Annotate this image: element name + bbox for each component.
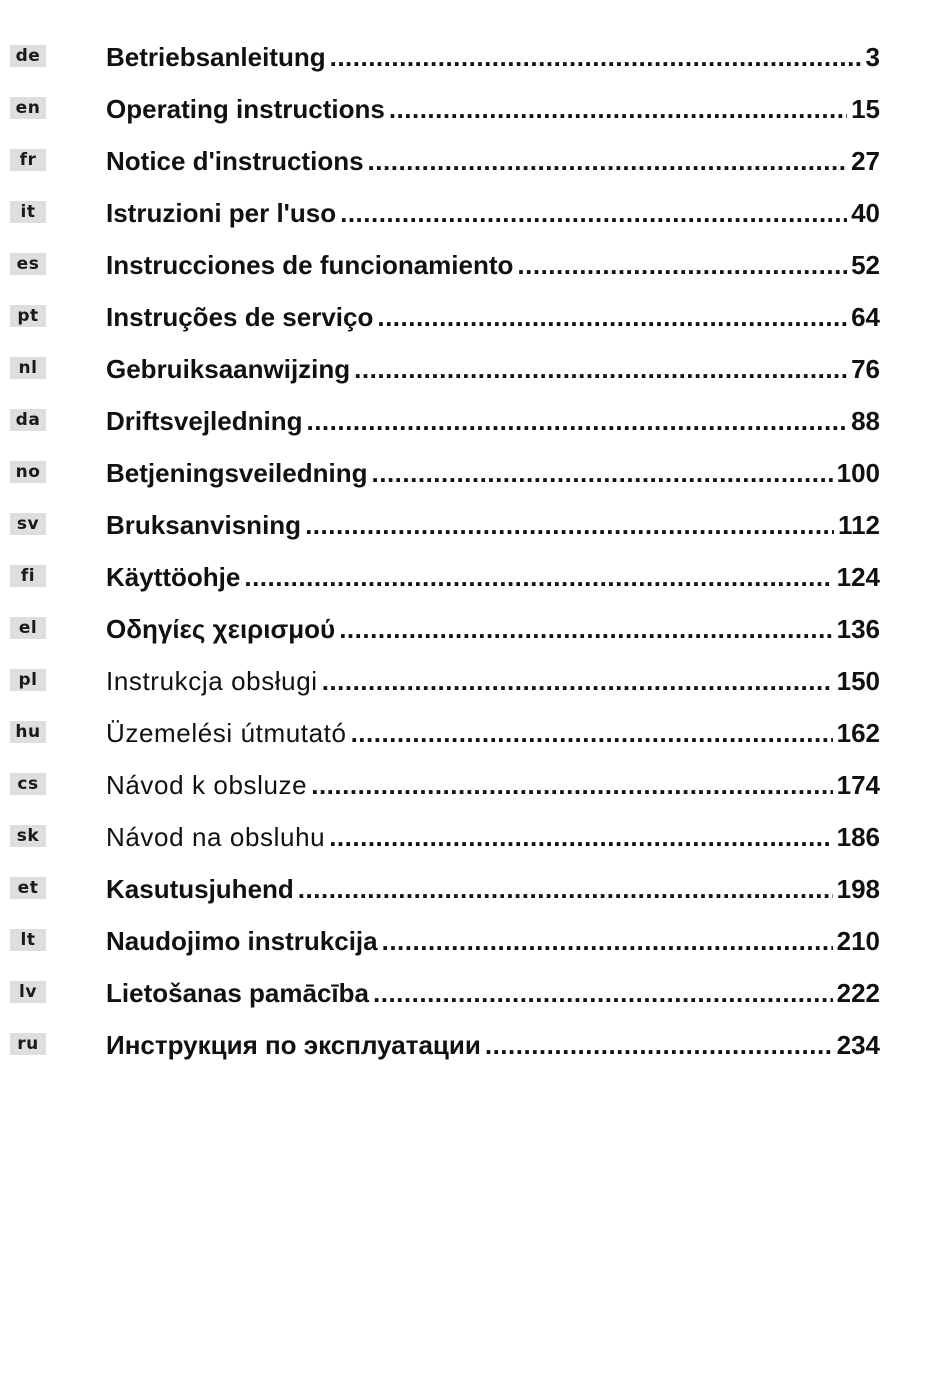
dot-leader (373, 977, 833, 1009)
dot-leader (329, 821, 832, 853)
toc-entry[interactable] (106, 1029, 880, 1061)
toc-entry-title: Istruzioni per l'uso (106, 198, 337, 228)
toc-entry-title: Üzemelési útmutató (106, 718, 347, 748)
dot-leader (354, 353, 847, 385)
dot-leader (244, 561, 832, 593)
toc-entry-title: Naudojimo instrukcija (106, 926, 378, 956)
dot-leader (382, 925, 833, 957)
toc-row-cs[interactable] (0, 760, 950, 812)
toc-entry[interactable] (106, 977, 880, 1009)
toc-entry[interactable] (106, 301, 880, 333)
toc-row-el[interactable] (0, 604, 950, 656)
toc-row-nl[interactable] (0, 344, 950, 396)
toc-entry-page: 162 (836, 718, 880, 748)
toc-row-et[interactable] (0, 864, 950, 916)
dot-leader (485, 1029, 833, 1061)
language-code-badge: fr (10, 149, 46, 171)
toc-entry-title: Návod k obsluze (106, 770, 308, 800)
toc-entry[interactable] (106, 769, 880, 801)
toc-row-ru[interactable] (0, 1020, 950, 1072)
language-code-badge: de (10, 45, 46, 67)
toc-entry-page: 136 (836, 614, 880, 644)
toc-entry-page: 186 (836, 822, 880, 852)
dot-leader (340, 197, 847, 229)
language-code-badge: fi (10, 565, 46, 587)
toc-entry-title: Instrukcja obsługi (106, 666, 318, 696)
toc-entry[interactable] (106, 509, 880, 541)
toc-entry-page: 222 (836, 978, 880, 1008)
toc-entry-page: 15 (851, 94, 880, 124)
language-code-badge: en (10, 97, 46, 119)
toc-entry[interactable] (106, 717, 880, 749)
toc-entry-title: Käyttöohje (106, 562, 241, 592)
toc-row-no[interactable] (0, 448, 950, 500)
toc-entry-title: Instruções de serviço (106, 302, 374, 332)
toc-row-hu[interactable] (0, 708, 950, 760)
toc-entry-page: 112 (838, 510, 880, 540)
toc-entry-title: Betjeningsveiledning (106, 458, 368, 488)
toc-entry-page: 52 (851, 250, 880, 280)
toc-entry-page: 198 (836, 874, 880, 904)
language-code-badge: sv (10, 513, 46, 535)
toc-row-es[interactable] (0, 240, 950, 292)
dot-leader (351, 717, 833, 749)
toc-row-lv[interactable] (0, 968, 950, 1020)
dot-leader (372, 457, 833, 489)
toc-row-pt[interactable] (0, 292, 950, 344)
language-code-badge: da (10, 409, 46, 431)
language-code-badge: it (10, 201, 46, 223)
toc-entry-page: 27 (851, 146, 880, 176)
toc-row-en[interactable] (0, 84, 950, 136)
toc-entry-page: 76 (851, 354, 880, 384)
toc-row-it[interactable] (0, 188, 950, 240)
language-code-badge: pl (10, 669, 46, 691)
toc-row-pl[interactable] (0, 656, 950, 708)
toc-entry[interactable] (106, 41, 880, 73)
toc-entry-title: Operating instructions (106, 94, 385, 124)
dot-leader (322, 665, 833, 697)
toc-entry[interactable] (106, 561, 880, 593)
toc-row-lt[interactable] (0, 916, 950, 968)
language-code-badge: pt (10, 305, 46, 327)
toc-entry-title: Bruksanvisning (106, 510, 302, 540)
dot-leader (389, 93, 847, 125)
toc-entry-title: Betriebsanleitung (106, 42, 326, 72)
language-code-badge: lv (10, 981, 46, 1003)
toc-entry[interactable] (106, 665, 880, 697)
toc-entry-page: 40 (851, 198, 880, 228)
toc-entry-page: 64 (851, 302, 880, 332)
toc-entry-page: 100 (836, 458, 880, 488)
table-of-contents (0, 32, 950, 1072)
dot-leader (311, 769, 832, 801)
language-code-badge: no (10, 461, 46, 483)
toc-entry-page: 174 (836, 770, 880, 800)
language-code-badge: cs (10, 773, 46, 795)
dot-leader (339, 613, 832, 645)
toc-entry[interactable] (106, 197, 880, 229)
toc-entry-page: 150 (836, 666, 880, 696)
toc-entry-title: Gebruiksaanwijzing (106, 354, 351, 384)
toc-row-de[interactable] (0, 32, 950, 84)
toc-row-fi[interactable] (0, 552, 950, 604)
toc-entry-title: Инструкция по эксплуатации (106, 1030, 481, 1060)
language-code-badge: sk (10, 825, 46, 847)
toc-entry[interactable] (106, 353, 880, 385)
language-code-badge: el (10, 617, 46, 639)
toc-entry-page: 234 (836, 1030, 880, 1060)
toc-row-sv[interactable] (0, 500, 950, 552)
toc-entry-title: Instrucciones de funcionamiento (106, 250, 514, 280)
toc-entry-title: Kasutusjuhend (106, 874, 294, 904)
toc-entry-title: Lietošanas pamācība (106, 978, 369, 1008)
dot-leader (377, 301, 847, 333)
toc-entry[interactable] (106, 873, 880, 905)
toc-entry-title: Οδηγίες χειρισμού (106, 614, 336, 644)
language-code-badge: es (10, 253, 46, 275)
toc-entry-title: Driftsvejledning (106, 406, 303, 436)
toc-row-fr[interactable] (0, 136, 950, 188)
language-code-badge: et (10, 877, 46, 899)
language-code-badge: ru (10, 1033, 46, 1055)
dot-leader (306, 405, 847, 437)
toc-entry[interactable] (106, 249, 880, 281)
toc-entry-page: 210 (836, 926, 880, 956)
language-code-badge: hu (10, 721, 46, 743)
toc-entry[interactable] (106, 457, 880, 489)
toc-entry[interactable] (106, 405, 880, 437)
dot-leader (517, 249, 847, 281)
dot-leader (330, 41, 862, 73)
language-code-badge: lt (10, 929, 46, 951)
toc-row-sk[interactable] (0, 812, 950, 864)
toc-entry-page: 3 (865, 42, 880, 72)
dot-leader (305, 509, 834, 541)
toc-entry[interactable] (106, 93, 880, 125)
dot-leader (368, 145, 848, 177)
dot-leader (298, 873, 833, 905)
toc-entry[interactable] (106, 925, 880, 957)
toc-entry-title: Návod na obsluhu (106, 822, 326, 852)
toc-entry[interactable] (106, 821, 880, 853)
toc-entry[interactable] (106, 145, 880, 177)
language-code-badge: nl (10, 357, 46, 379)
toc-entry-title: Notice d'instructions (106, 146, 364, 176)
toc-row-da[interactable] (0, 396, 950, 448)
toc-entry-page: 88 (851, 406, 880, 436)
toc-entry[interactable] (106, 613, 880, 645)
toc-entry-page: 124 (836, 562, 880, 592)
